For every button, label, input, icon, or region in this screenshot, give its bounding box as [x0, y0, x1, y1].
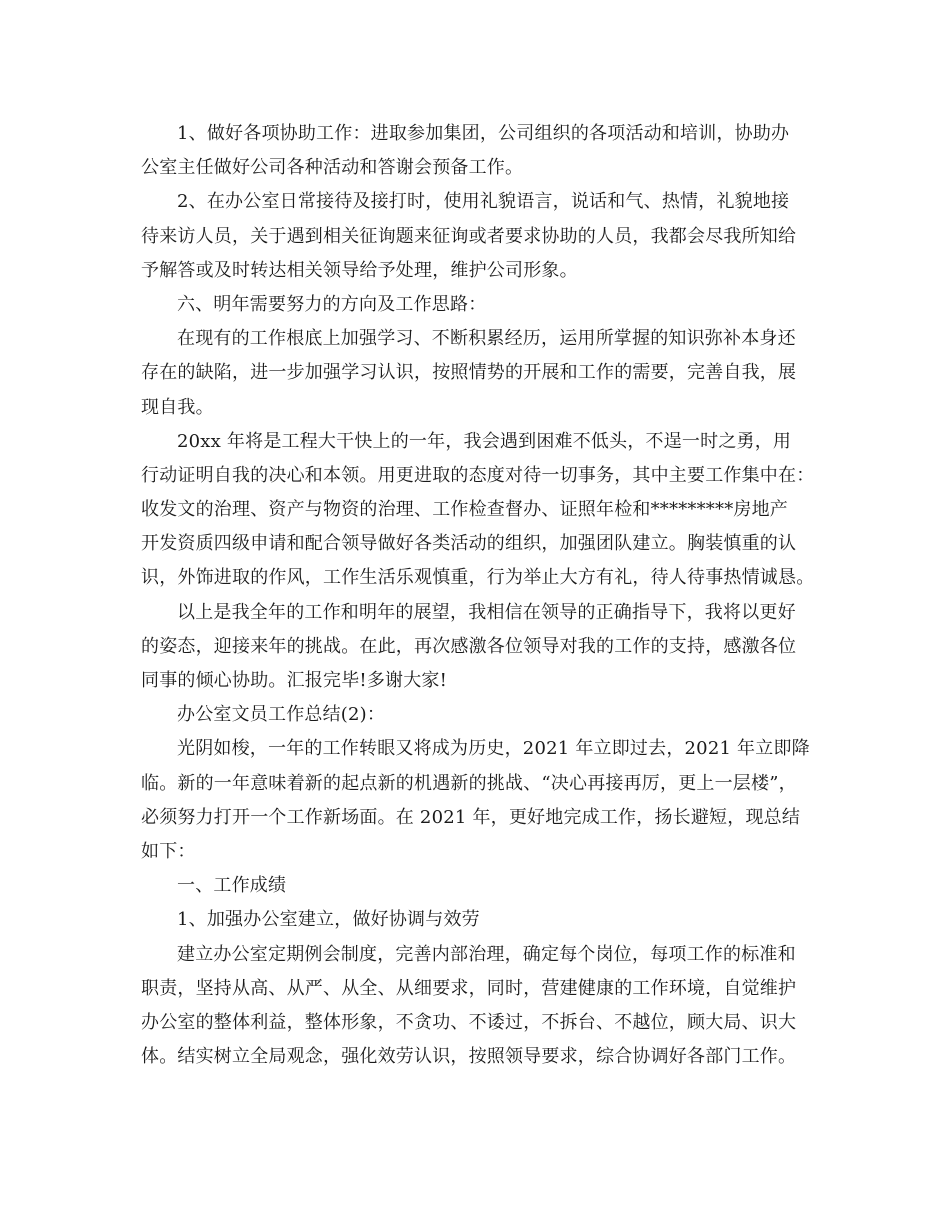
- paragraph-first-line: 光阴如梭，一年的工作转眼又将成为历史，2021 年立即过去，2021 年立即降: [177, 738, 810, 760]
- paragraph-line: 体。结实树立全局观念，强化效劳认识，按照领导要求，综合协调好各部门工作。: [141, 1046, 797, 1068]
- paragraph-first-line: 以上是我全年的工作和明年的展望，我相信在领导的正确指导下，我将以更好: [177, 601, 796, 623]
- paragraph-first-line: 在现有的工作根底上加强学习、不断积累经历，运用所掌握的知识弥补本身还: [177, 328, 796, 350]
- paragraph-first-line: 建立办公室定期例会制度，完善内部治理，确定每个岗位，每项工作的标准和: [177, 943, 796, 965]
- paragraph-line: 的姿态，迎接来年的挑战。在此，再次感激各位领导对我的工作的支持，感激各位: [141, 635, 797, 657]
- paragraph-first-line: 1、加强办公室建立，做好协调与效劳: [177, 909, 480, 931]
- paragraph-line: 开发资质四级申请和配合领导做好各类活动的组织，加强团队建立。胸装慎重的认: [141, 533, 797, 555]
- paragraph-line: 现自我。: [141, 396, 214, 418]
- document-body: [141, 117, 821, 1074]
- paragraph-line: 职责，坚持从高、从严、从全、从细要求，同时，营建健康的工作环境，自觉维护: [141, 977, 797, 999]
- paragraph-line: 如下：: [141, 840, 196, 862]
- paragraph-line: 识，外饰进取的作风，工作生活乐观慎重，行为举止大方有礼，待人待事热情诚恳。: [141, 567, 815, 589]
- paragraph-first-line: 一、工作成绩: [177, 875, 287, 897]
- paragraph-first-line: 20xx 年将是工程大干快上的一年，我会遇到困难不低头，不逞一时之勇，用: [177, 430, 792, 452]
- paragraph-line: 公室主任做好公司各种活动和答谢会预备工作。: [141, 157, 524, 179]
- paragraph-first-line: 办公室文员工作总结(2)：: [177, 704, 386, 726]
- paragraph-line: 存在的缺陷，进一步加强学习认识，按照情势的开展和工作的需要，完善自我，展: [141, 362, 797, 384]
- paragraph-line: 收发文的治理、资产与物资的治理、工作检查督办、证照年检和*********房地产: [141, 499, 788, 521]
- paragraph-first-line: 六、明年需要努力的方向及工作思路：: [177, 293, 487, 315]
- paragraph-line: 临。新的一年意味着新的起点新的机遇新的挑战、“决心再接再厉，更上一层楼”，: [141, 772, 797, 794]
- paragraph-first-line: 2、在办公室日常接待及接打时，使用礼貌语言，说话和气、热情，礼貌地接: [177, 191, 790, 213]
- paragraph-line: 必须努力打开一个工作新场面。在 2021 年，更好地完成工作，扬长避短，现总结: [141, 806, 801, 828]
- paragraph-line: 待来访人员，关于遇到相关征询题来征询或者要求协助的人员，我都会尽我所知给: [141, 225, 797, 247]
- paragraph-line: 行动证明自我的决心和本领。用更进取的态度对待一切事务，其中主要工作集中在：: [141, 464, 815, 486]
- paragraph-line: 同事的倾心协助。汇报完毕!多谢大家!: [141, 670, 448, 691]
- paragraph-line: 予解答或及时转达相关领导给予处理，维护公司形象。: [141, 259, 578, 281]
- paragraph-first-line: 1、做好各项协助工作：进取参加集团，公司组织的各项活动和培训，协助办: [177, 123, 790, 144]
- paragraph-line: 办公室的整体利益，整体形象，不贪功、不诿过，不拆台、不越位，顾大局、识大: [141, 1011, 797, 1033]
